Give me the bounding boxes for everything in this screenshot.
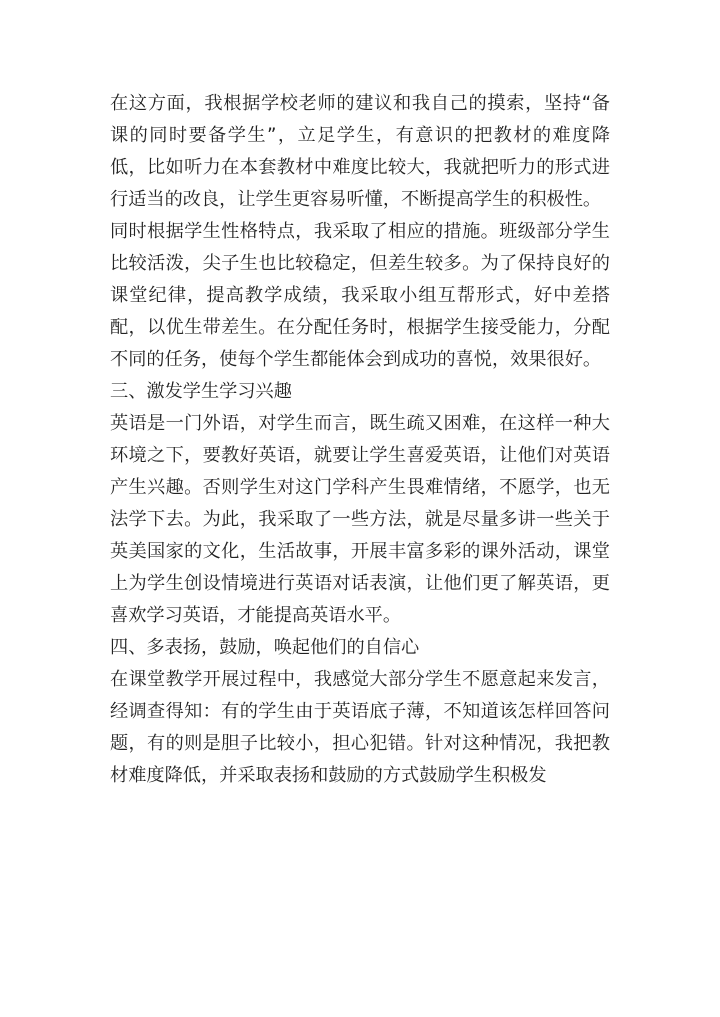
section-heading-interest: 三、激发学生学习兴趣 (110, 381, 292, 402)
paragraph-encouragement: 在课堂教学开展过程中，我感觉大部分学生不愿意起来发言，经调查得知：有的学生由于英语底子薄，不知道该怎样回答问题，有的则是胆子比较小，担心犯错。针对这种情况，我把教材难度降低，并采取表扬和鼓励的方式鼓励学生积极发 (110, 669, 610, 786)
document-page (110, 88, 610, 792)
paragraph-lesson-preparation: 在这方面，我根据学校老师的建议和我自己的摸索，坚持“备课的同时要备学生”，立足学生，有意识的把教材的难度降低，比如听力在本套教材中难度比较大，我就把听力的形式进行适当的改良，让学生更容易听懂，不断提高学生的积极性。 (110, 93, 610, 210)
paragraph-student-personality: 同时根据学生性格特点，我采取了相应的措施。班级部分学生比较活泼，尖子生也比较稳定，但差生较多。为了保持良好的课堂纪律，提高教学成绩，我采取小组互帮形式，好中差搭配，以优生带差生。在分配任务时，根据学生接受能力，分配不同的任务，使每个学生都能体会到成功的喜悦，效果很好。 (110, 221, 610, 370)
section-heading-encouragement: 四、多表扬，鼓励，唤起他们的自信心 (110, 637, 420, 658)
paragraph-interest: 英语是一门外语，对学生而言，既生疏又困难，在这样一种大环境之下，要教好英语，就要让学生喜爱英语，让他们对英语产生兴趣。否则学生对这门学科产生畏难情绪，不愿学，也无法学下去。为此，我采取了一些方法，就是尽量多讲一些关于英美国家的文化，生活故事，开展丰富多彩的课外活动，课堂上为学生创设情境进行英语对话表演，让他们更了解英语，更喜欢学习英语，才能提高英语水平。 (110, 413, 610, 626)
